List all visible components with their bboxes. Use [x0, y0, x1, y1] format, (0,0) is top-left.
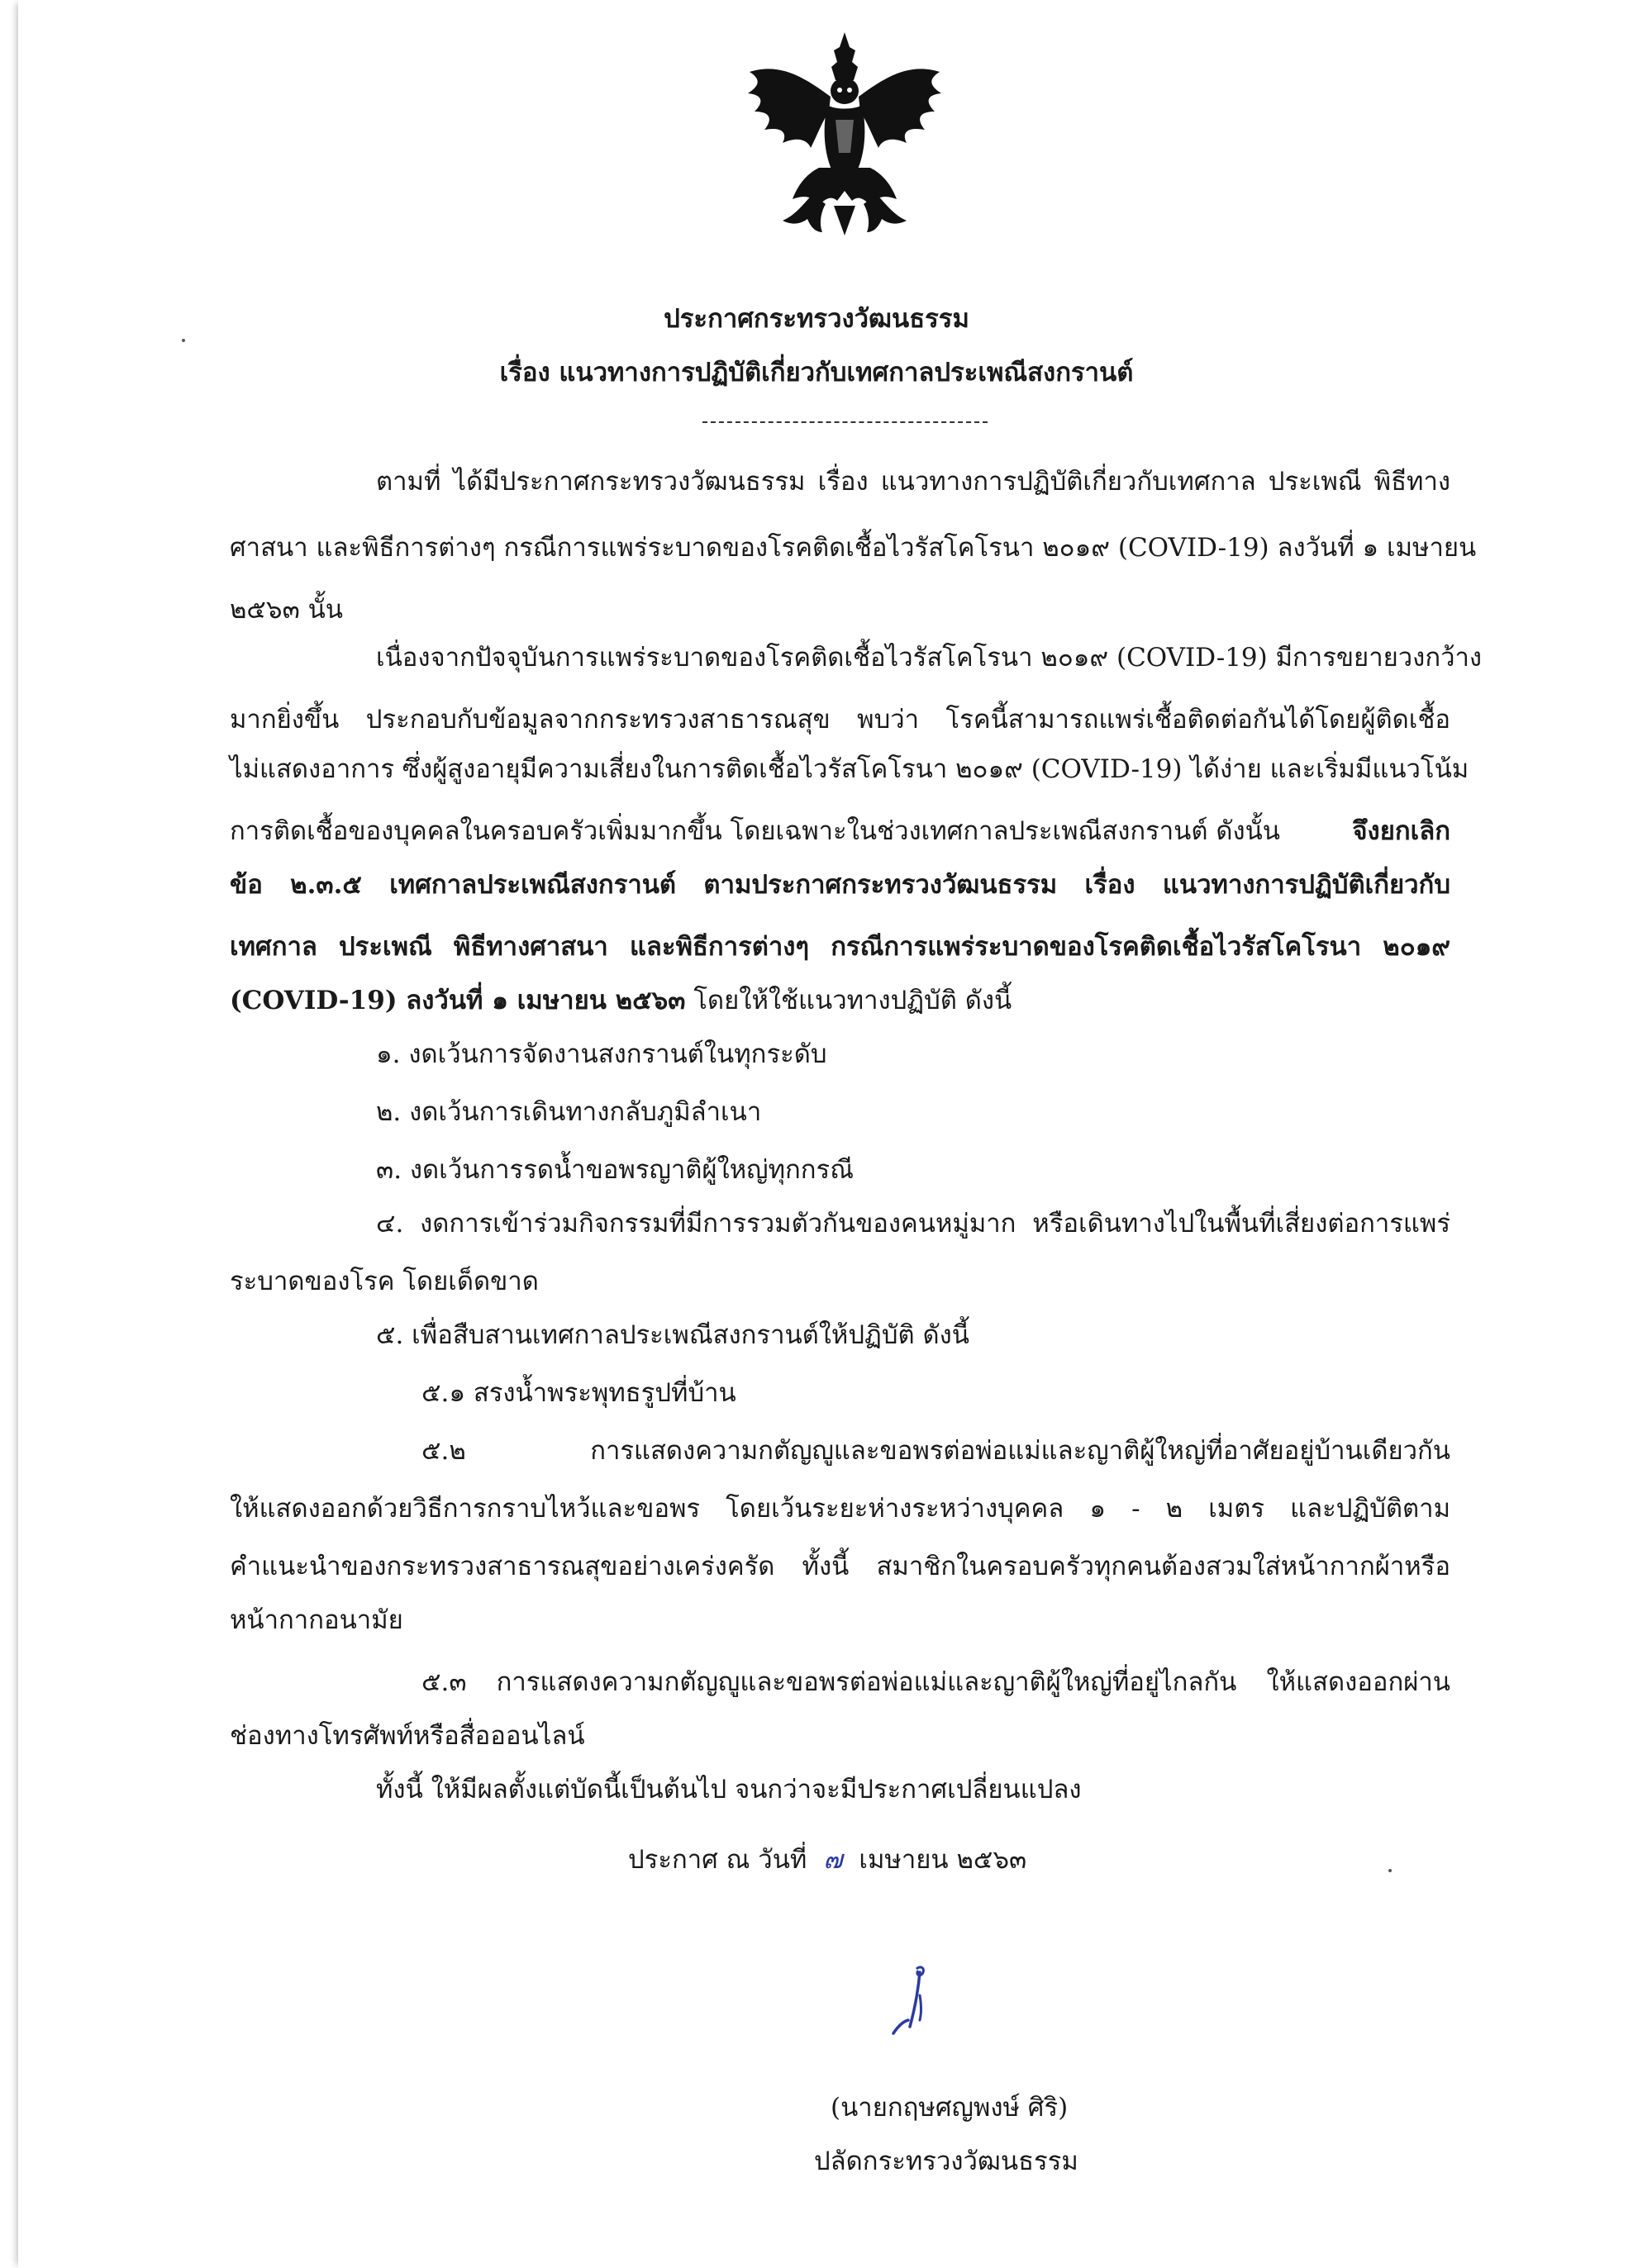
- para2-line-7: [230, 979, 1012, 1020]
- sub-item-5-2-cont-3: หน้ากากอนามัย: [230, 1605, 403, 1635]
- para2-line-1: เนื่องจากปัจจุบันการแพร่ระบาดของโรคติดเชื้อไวรัสโคโรนา ๒๐๑๙ (COVID-19) มีการขยายวงกว้าง: [376, 643, 1483, 673]
- scan-speck: [1388, 1869, 1392, 1872]
- para2-line-6: เทศกาล ประเพณี พิธีทางศาสนา และพิธีการต่างๆ กรณีการแพร่ระบาดของโรคติดเชื้อไวรัสโคโรนา ๒๐๑๙: [230, 932, 1450, 962]
- announce-month-year: เมษายน ๒๕๖๓: [859, 1845, 1027, 1875]
- para2-line-4-bold: จึงยกเลิก: [1352, 816, 1450, 846]
- item-2: ๒. งดเว้นการเดินทางกลับภูมิลำเนา: [376, 1097, 762, 1127]
- item-3: ๓. งดเว้นการรดน้ำขอพรญาติผู้ใหญ่ทุกกรณี: [376, 1155, 854, 1185]
- announcement-subject: เรื่อง แนวทางการปฏิบัติเกี่ยวกับเทศกาลประเพณีสงกรานต์: [499, 358, 1134, 388]
- signatory-position: ปลัดกระทรวงวัฒนธรรม: [814, 2147, 1078, 2176]
- para2-line-4: [230, 810, 1450, 851]
- item-1: ๑. งดเว้นการจัดงานสงกรานต์ในทุกระดับ: [376, 1039, 827, 1069]
- item-4: ๔. งดการเข้าร่วมกิจกรรมที่มีการรวมตัวกันของคนหมู่มาก หรือเดินทางไปในพื้นที่เสี่ยงต่อการแพร่: [376, 1209, 1450, 1239]
- closing-statement: ทั้งนี้ ให้มีผลตั้งแต่บัดนี้เป็นต้นไป จนกว่าจะมีประกาศเปลี่ยนแปลง: [376, 1775, 1082, 1804]
- document-page: [18, 0, 1616, 2268]
- sub-item-5-2-cont-2: คำแนะนำของกระทรวงสาธารณสุขอย่างเคร่งครัด ทั้งนี้ สมาชิกในครอบครัวทุกคนต้องสวมใส่หน้ากากผ้าหรือ: [230, 1552, 1450, 1581]
- announce-date: [628, 1838, 1026, 1880]
- para1-line-1: ตามที่ ได้มีประกาศกระทรวงวัฒนธรรม เรื่อง แนวทางการปฏิบัติเกี่ยวกับเทศกาล ประเพณี พิธีทาง: [376, 467, 1450, 497]
- announce-prefix: ประกาศ ณ วันที่: [628, 1845, 807, 1875]
- sub-item-5-2-cont-1: ให้แสดงออกด้วยวิธีการกราบไหว้และขอพร โดยเว้นระยะห่างระหว่างบุคคล ๑ - ๒ เมตร และปฏิบัติตาม: [230, 1494, 1450, 1524]
- divider-line: [702, 421, 988, 423]
- sub-item-5-3: ๕.๓ การแสดงความกตัญญูและขอพรต่อพ่อแม่และญาติผู้ใหญ่ที่อยู่ไกลกัน ให้แสดงออกผ่าน: [421, 1667, 1450, 1697]
- para2-line-7-text: โดยให้ใช้แนวทางปฏิบัติ ดังนี้: [693, 986, 1012, 1015]
- announcement-title: ประกาศกระทรวงวัฒนธรรม: [664, 304, 969, 334]
- garuda-emblem-icon: [740, 29, 950, 240]
- sub-item-5-3-cont: ช่องทางโทรศัพท์หรือสื่อออนไลน์: [230, 1721, 585, 1751]
- signature-mark: [888, 1962, 938, 2037]
- para1-line-3: ๒๕๖๓ นั้น: [230, 595, 344, 625]
- para2-line-4-text: การติดเชื้อของบุคคลในครอบครัวเพิ่มมากขึ้น โดยเฉพาะในช่วงเทศกาลประเพณีสงกรานต์ ดังนั้น: [230, 816, 1280, 846]
- para2-line-7-bold: (COVID-19) ลงวันที่ ๑ เมษายน ๒๕๖๓: [230, 986, 686, 1015]
- item-5: ๕. เพื่อสืบสานเทศกาลประเพณีสงกรานต์ให้ปฏิบัติ ดังนี้: [376, 1320, 969, 1350]
- signatory-name: (นายกฤษศญพงษ์ ศิริ): [831, 2093, 1069, 2123]
- item-4-cont: ระบาดของโรค โดยเด็ดขาด: [230, 1267, 539, 1296]
- scan-speck: [182, 339, 185, 342]
- sub-item-5-1: ๕.๑ สรงน้ำพระพุทธรูปที่บ้าน: [421, 1378, 736, 1408]
- announce-day: ๗: [823, 1845, 843, 1875]
- para1-line-2: ศาสนา และพิธีการต่างๆ กรณีการแพร่ระบาดของโรคติดเชื้อไวรัสโคโรนา ๒๐๑๙ (COVID-19) ลงวันที่ ๑ เมษายน: [230, 533, 1477, 563]
- para2-line-3: ไม่แสดงอาการ ซึ่งผู้สูงอายุมีความเสี่ยงในการติดเชื้อไวรัสโคโรนา ๒๐๑๙ (COVID-19) ได้ง่าย และเริ่มมีแนวโน้ม: [230, 754, 1469, 784]
- para2-line-5: ข้อ ๒.๓.๕ เทศกาลประเพณีสงกรานต์ ตามประกาศกระทรวงวัฒนธรรม เรื่อง แนวทางการปฏิบัติเกี่ยวกับ: [230, 870, 1450, 900]
- para2-line-2: มากยิ่งขึ้น ประกอบกับข้อมูลจากกระทรวงสาธารณสุข พบว่า โรคนี้สามารถแพร่เชื้อติดต่อกันได้โดยผู้ติดเชื้อ: [230, 705, 1450, 735]
- sub-item-5-2: ๕.๒ การแสดงความกตัญญูและขอพรต่อพ่อแม่และญาติผู้ใหญ่ที่อาศัยอยู่บ้านเดียวกัน: [421, 1436, 1450, 1466]
